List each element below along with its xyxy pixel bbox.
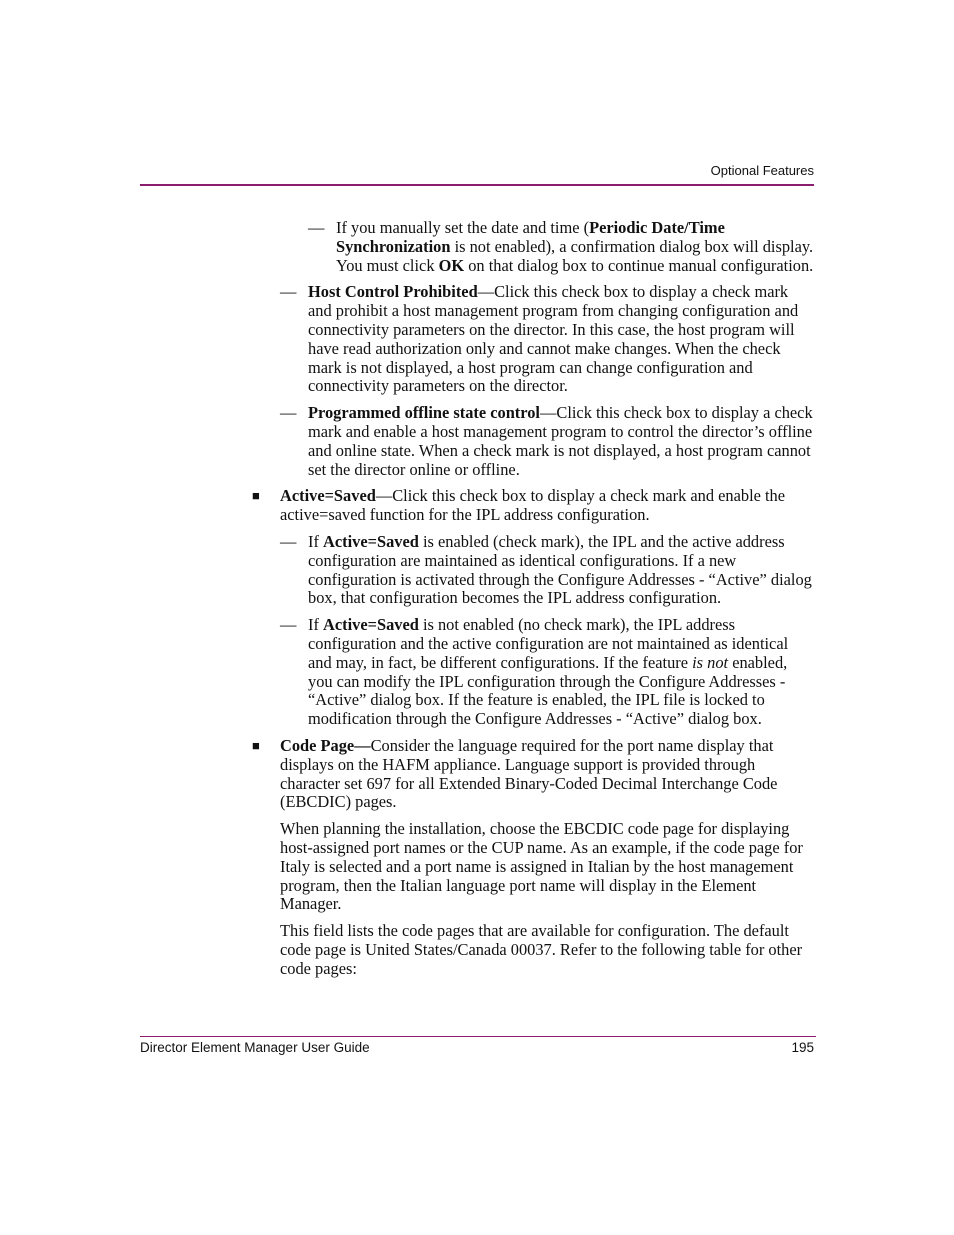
dash-marker: —	[280, 403, 297, 423]
page-number: 195	[791, 1040, 814, 1055]
term-programmed-offline: Programmed offline state control	[308, 403, 540, 423]
list-item-active-saved-disabled	[252, 616, 814, 729]
page-content	[252, 219, 814, 986]
text: Consider the language required for the port name display that displays on the HAFM appliance. Language support is provided through character set 697 for all Extended Binary-Coded Decimal Interchange Code (EBCDIC) pages.	[280, 735, 778, 812]
dash-marker: —	[308, 218, 325, 237]
running-header: Optional Features	[710, 163, 814, 178]
text: on that dialog box to continue manual configuration.	[464, 255, 814, 275]
list-item-active-saved	[252, 487, 814, 525]
list-item-host-control	[252, 283, 814, 396]
text: is enabled (check mark), the IPL and the active address configuration are maintained as identical configurations. If a new configuration is activated through the Configure Addresses - “Active” dialog box, that configuration becomes the IPL address configuration.	[308, 531, 812, 608]
dash-marker: —	[280, 615, 297, 635]
footer-doc-title: Director Element Manager User Guide	[140, 1040, 370, 1055]
term-host-control-prohibited: Host Control Prohibited	[308, 282, 478, 302]
dash-marker: —	[280, 282, 297, 302]
text: is not enabled (no check mark), the IPL address configuration and the active configuration are not maintained as identical and may, in fact, be different configurations. If the feature	[308, 615, 789, 672]
dash-marker: —	[280, 531, 297, 551]
paragraph-code-pages: This field lists the code pages that are available for configuration. The default code page is United States/Canada 00037. Refer to the following table for other code pages:	[280, 921, 803, 978]
header-rule	[140, 184, 814, 186]
text: is not enabled), a confirmation dialog box will display. You must click	[336, 236, 814, 275]
term-ok: OK	[438, 255, 465, 275]
text: —Click this check box to display a check mark and prohibit a host management program from changing configuration and connectivity parameters on the director. In this case, the host program will have read authorization only and cannot make changes. When the check mark is not displayed, a host program can change configuration and connectivity parameters on the director.	[308, 282, 799, 396]
list-item-offline-state	[252, 404, 814, 479]
paragraph-planning: When planning the installation, choose the EBCDIC code page for displaying host-assigned port names or the CUP name. As an example, if the code page for Italy is selected and a port name is assigned in Italian by the host management program, then the Italian language port name will display in the Element Manager.	[280, 819, 803, 914]
footer-rule	[140, 1036, 816, 1037]
text: If you manually set the date and time (	[336, 218, 590, 237]
text: enabled, you can modify the IPL configuration through the Configure Addresses - “Active” dialog box. If the feature is enabled, the IPL file is locked to modification through the Configure Addresses - “Active” dialog box.	[308, 652, 788, 729]
term-active-saved: Active=Saved	[323, 615, 419, 635]
term-active-saved: Active=Saved	[280, 486, 376, 506]
list-item-active-saved-enabled	[252, 533, 814, 608]
text: If	[308, 615, 324, 635]
text: —Click this check box to display a check mark and enable the active=saved function for the IPL address configuration.	[280, 486, 786, 525]
text: If	[308, 531, 324, 551]
square-bullet-icon: ■	[252, 488, 260, 504]
emphasis-is-not: is not	[692, 652, 729, 672]
text: —Click this check box to display a check mark and enable a host management program to control the director’s offline and online state. When a check mark is not displayed, a host program cannot set the director online or offline.	[308, 403, 813, 479]
square-bullet-icon: ■	[252, 737, 260, 753]
term-periodic-sync: Periodic Date/Time Synchronization	[336, 218, 725, 256]
term-active-saved: Active=Saved	[323, 531, 419, 551]
list-item-code-page	[252, 737, 814, 812]
term-code-page: Code Page—	[280, 735, 371, 755]
list-item-date-time	[252, 219, 814, 275]
